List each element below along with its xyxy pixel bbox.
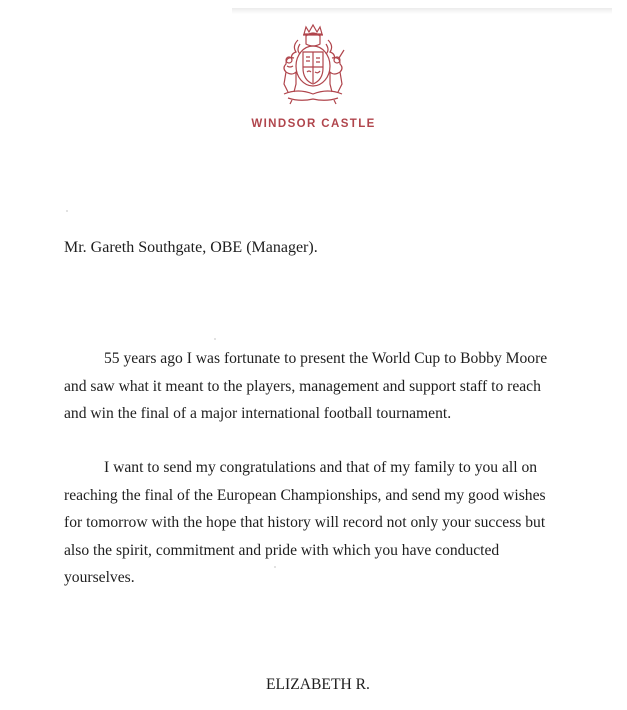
paper-speck bbox=[66, 210, 68, 212]
addressee-line: Mr. Gareth Southgate, OBE (Manager). bbox=[64, 239, 318, 256]
letter-paragraph-2: I want to send my congratulations and that of my family to you all on reaching the final of the European Championships, and send my good wishes for tomorrow with the hope that history will record not only your success but also the spirit, commitment and pride with which you have conducted yourselves. bbox=[64, 459, 546, 586]
letter-paragraph-1: 55 years ago I was fortunate to present the World Cup to Bobby Moore and saw what it meant to the players, management and support staff to reach and win the final of a major international football tournament. bbox=[64, 350, 548, 422]
letterhead-title: WINDSOR CASTLE bbox=[251, 118, 376, 130]
signature: ELIZABETH R. bbox=[266, 676, 370, 693]
paper-speck bbox=[214, 338, 216, 340]
royal-coat-of-arms-icon bbox=[270, 22, 356, 108]
paper-speck bbox=[274, 566, 276, 568]
paper-edge-shadow bbox=[232, 8, 612, 14]
